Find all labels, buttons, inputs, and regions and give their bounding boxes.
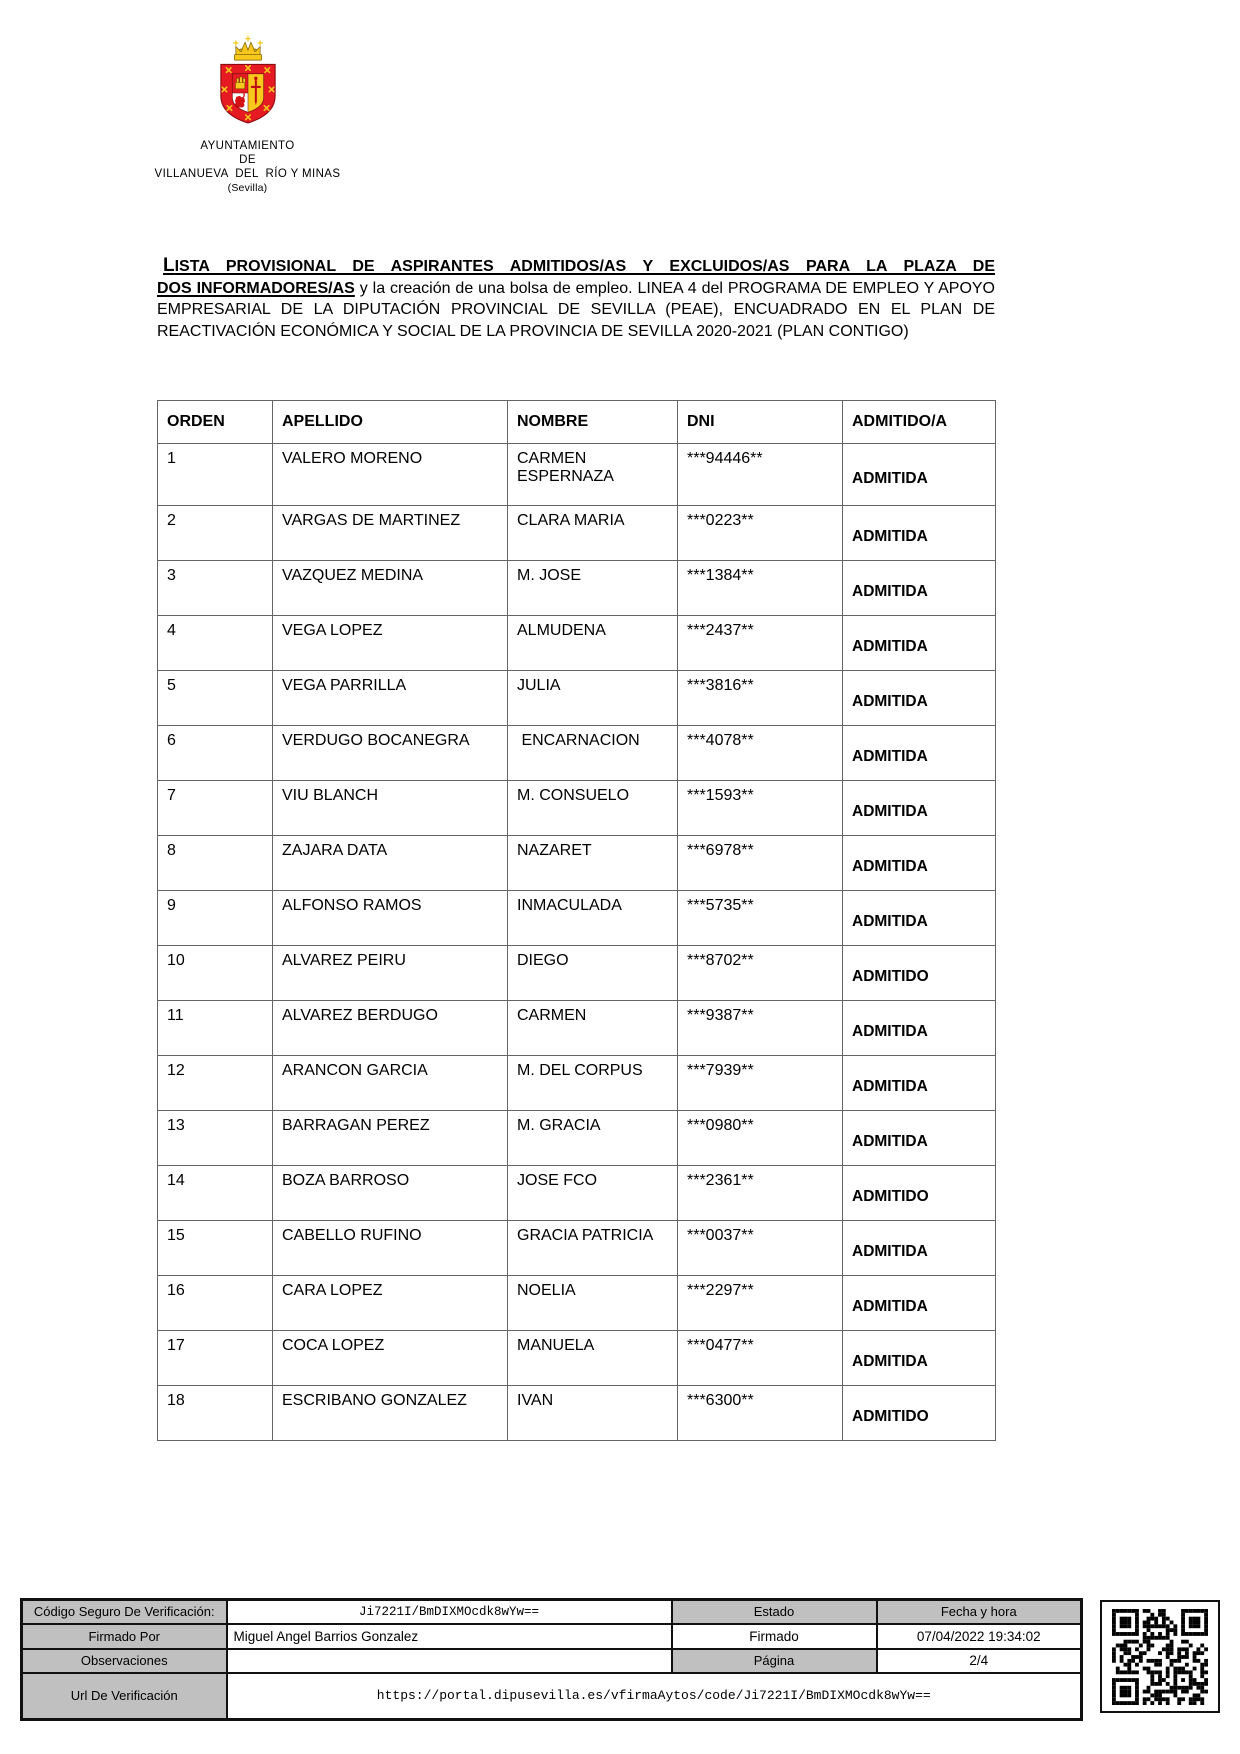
org-name-line1: AYUNTAMIENTO [200,140,295,152]
table-row [158,1386,996,1441]
qr-code-icon [1112,1609,1208,1705]
table-row [158,1056,996,1111]
table-row [158,1276,996,1331]
cell-estado: ADMITIDA [843,671,996,726]
pagina-value: 2/4 [877,1649,1082,1673]
table-row [158,946,996,1001]
cell-estado: ADMITIDO [843,1166,996,1221]
cell-apellido: CABELLO RUFINO [273,1221,508,1276]
cell-dni: ***0223** [678,506,843,561]
url-value: https://portal.dipusevilla.es/vfirmaAytos/code/Ji7221I/BmDIXMOcdk8wYw== [227,1673,1082,1720]
observaciones-row [22,1649,1082,1673]
cell-nombre: ENCARNACION [508,726,678,781]
cell-orden: 16 [158,1276,273,1331]
cell-orden: 17 [158,1331,273,1386]
cell-estado: ADMITIDA [843,1331,996,1386]
cell-estado: ADMITIDA [843,444,996,506]
table-row [158,891,996,946]
cell-dni: ***2437** [678,616,843,671]
col-header-apellido: APELLIDO [273,401,508,444]
coat-of-arms-icon [205,33,291,133]
table-row [158,1166,996,1221]
cell-dni: ***1384** [678,561,843,616]
cell-estado: ADMITIDA [843,1056,996,1111]
table-row [158,781,996,836]
cell-estado: ADMITIDO [843,946,996,1001]
cell-dni: ***0477** [678,1331,843,1386]
col-header-admitido: ADMITIDO/A [843,401,996,444]
org-name-line2: DE [239,154,256,166]
cell-apellido: VERDUGO BOCANEGRA [273,726,508,781]
table-body [158,444,996,1441]
cell-dni: ***3816** [678,671,843,726]
cell-apellido: VEGA PARRILLA [273,671,508,726]
table-row [158,1221,996,1276]
cell-nombre: CARMEN ESPERNAZA [508,444,678,506]
cell-nombre: JULIA [508,671,678,726]
cell-apellido: VARGAS DE MARTINEZ [273,506,508,561]
cell-estado: ADMITIDA [843,891,996,946]
cell-nombre: M. DEL CORPUS [508,1056,678,1111]
cell-orden: 18 [158,1386,273,1441]
cell-nombre: M. CONSUELO [508,781,678,836]
estado-label: Estado [672,1600,877,1624]
cell-apellido: ALVAREZ PEIRU [273,946,508,1001]
cell-estado: ADMITIDA [843,781,996,836]
cell-nombre: ALMUDENA [508,616,678,671]
cell-apellido: VEGA LOPEZ [273,616,508,671]
col-header-nombre: NOMBRE [508,401,678,444]
cell-estado: ADMITIDA [843,561,996,616]
cell-apellido: COCA LOPEZ [273,1331,508,1386]
cell-orden: 14 [158,1166,273,1221]
cell-orden: 4 [158,616,273,671]
cell-dni: ***94446** [678,444,843,506]
cell-dni: ***5735** [678,891,843,946]
cell-dni: ***4078** [678,726,843,781]
cell-dni: ***0037** [678,1221,843,1276]
cell-estado: ADMITIDA [843,836,996,891]
table-row [158,1001,996,1056]
org-name-line4: (Sevilla) [227,182,268,194]
cell-dni: ***7939** [678,1056,843,1111]
observaciones-label: Observaciones [22,1649,227,1673]
observaciones-value [227,1649,672,1673]
cell-dni: ***9387** [678,1001,843,1056]
cell-orden: 6 [158,726,273,781]
table-row [158,726,996,781]
cell-nombre: GRACIA PATRICIA [508,1221,678,1276]
estado-value: Firmado [672,1624,877,1649]
cell-orden: 7 [158,781,273,836]
cell-estado: ADMITIDA [843,616,996,671]
cell-estado: ADMITIDO [843,1386,996,1441]
cell-dni: ***0980** [678,1111,843,1166]
cell-nombre: CLARA MARIA [508,506,678,561]
table-row [158,671,996,726]
cell-orden: 13 [158,1111,273,1166]
table-row [158,506,996,561]
table-header-row [158,401,996,444]
cell-orden: 5 [158,671,273,726]
col-header-orden: ORDEN [158,401,273,444]
applicants-table [157,400,996,1441]
title-line-1 [157,255,995,278]
csv-label: Código Seguro De Verificación: [22,1600,227,1624]
table-row [158,1111,996,1166]
table-row [158,1331,996,1386]
title-rest: y la creación de una bolsa de empleo. LINEA 4 del PROGRAMA DE EMPLEO Y APOYO EMPRESARIAL DE LA DIPUTACIÓN PROVINCIAL DE SEVILLA (PEAE), ENCUADRADO EN EL PLAN DE REACTIVACIÓN ECONÓMICA Y SOCIAL DE LA PROVINCIA DE SEVILLA 2020-2021 (PLAN CONTIGO) [157,279,996,340]
cell-estado: ADMITIDA [843,726,996,781]
fecha-value: 07/04/2022 19:34:02 [877,1624,1082,1649]
verification-table [20,1598,1083,1721]
cell-dni: ***2361** [678,1166,843,1221]
cell-apellido: ARANCON GARCIA [273,1056,508,1111]
cell-nombre: JOSE FCO [508,1166,678,1221]
cell-dni: ***6300** [678,1386,843,1441]
org-name-line3: VILLANUEVA DEL RÍO Y MINAS [154,168,341,180]
cell-orden: 15 [158,1221,273,1276]
title-lead: LISTA PROVISIONAL DE ASPIRANTES ADMITIDOS/AS Y EXCLUIDOS/AS PARA LA PLAZA DE [163,255,995,276]
cell-orden: 3 [158,561,273,616]
signer-value: Miguel Angel Barrios Gonzalez [227,1624,672,1649]
col-header-dni: DNI [678,401,843,444]
cell-orden: 11 [158,1001,273,1056]
cell-apellido: BOZA BARROSO [273,1166,508,1221]
cell-orden: 2 [158,506,273,561]
cell-orden: 10 [158,946,273,1001]
cell-apellido: CARA LOPEZ [273,1276,508,1331]
cell-nombre: MANUELA [508,1331,678,1386]
signer-label: Firmado Por [22,1624,227,1649]
cell-nombre: DIEGO [508,946,678,1001]
cell-dni: ***6978** [678,836,843,891]
cell-apellido: ALVAREZ BERDUGO [273,1001,508,1056]
cell-nombre: M. JOSE [508,561,678,616]
cell-dni: ***2297** [678,1276,843,1331]
table-row [158,444,996,506]
table-row [158,836,996,891]
cell-dni: ***8702** [678,946,843,1001]
cell-apellido: ESCRIBANO GONZALEZ [273,1386,508,1441]
cell-estado: ADMITIDA [843,1221,996,1276]
cell-orden: 9 [158,891,273,946]
signer-row [22,1624,1082,1649]
cell-nombre: INMACULADA [508,891,678,946]
title-block [157,255,995,342]
csv-value: Ji7221I/BmDIXMOcdk8wYw== [227,1600,672,1624]
qr-code [1100,1600,1220,1713]
cell-nombre: NAZARET [508,836,678,891]
table-row [158,616,996,671]
cell-nombre: NOELIA [508,1276,678,1331]
cell-nombre: CARMEN [508,1001,678,1056]
letterhead [95,33,400,195]
cell-estado: ADMITIDA [843,1001,996,1056]
cell-apellido: ALFONSO RAMOS [273,891,508,946]
fecha-label: Fecha y hora [877,1600,1082,1624]
cell-estado: ADMITIDA [843,506,996,561]
cell-apellido: VAZQUEZ MEDINA [273,561,508,616]
cell-apellido: ZAJARA DATA [273,836,508,891]
cell-dni: ***1593** [678,781,843,836]
pagina-label: Página [672,1649,877,1673]
cell-apellido: BARRAGAN PEREZ [273,1111,508,1166]
cell-orden: 12 [158,1056,273,1111]
cell-estado: ADMITIDA [843,1276,996,1331]
cell-nombre: IVAN [508,1386,678,1441]
cell-estado: ADMITIDA [843,1111,996,1166]
cell-orden: 1 [158,444,273,506]
url-row [22,1673,1082,1720]
cell-apellido: VIU BLANCH [273,781,508,836]
cell-apellido: VALERO MORENO [273,444,508,506]
cell-orden: 8 [158,836,273,891]
csv-row [22,1600,1082,1624]
title-lead-2: DOS INFORMADORES/AS [157,279,355,297]
cell-nombre: M. GRACIA [508,1111,678,1166]
url-label: Url De Verificación [22,1673,227,1720]
title-body [157,278,995,343]
table-row [158,561,996,616]
